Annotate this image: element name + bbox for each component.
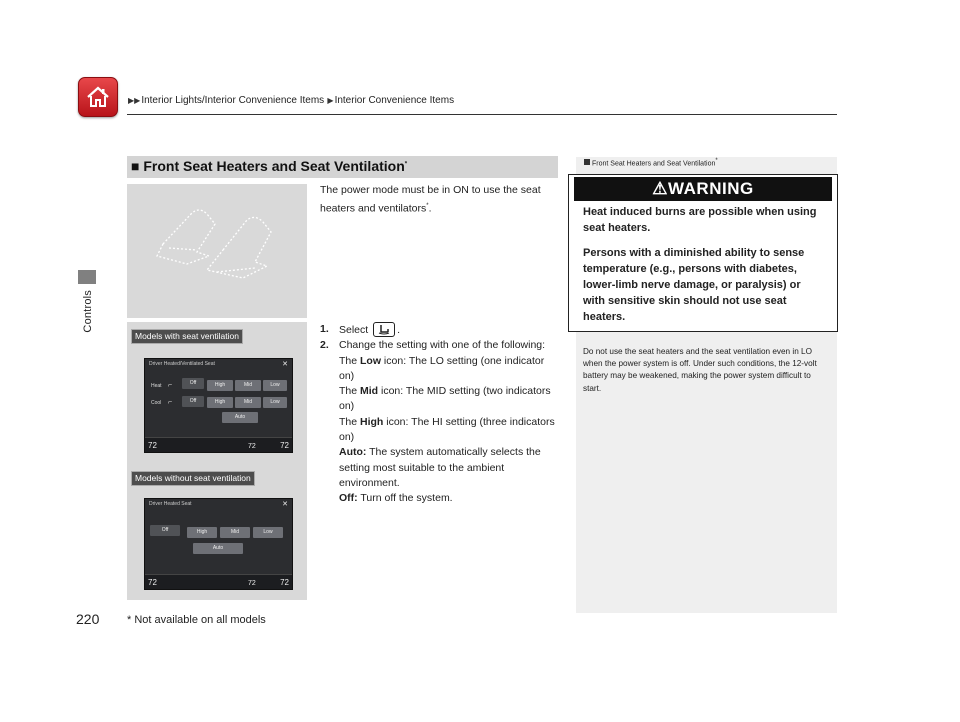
home-button[interactable] bbox=[78, 77, 118, 117]
heat-low-button[interactable]: Low bbox=[253, 527, 283, 538]
climate-bar bbox=[145, 437, 292, 452]
temp-mid: 72 bbox=[248, 580, 256, 587]
heat-mid-button[interactable]: Mid bbox=[220, 527, 250, 538]
seat-heater-icon bbox=[373, 322, 395, 337]
screen-heated bbox=[144, 498, 293, 590]
asterisk-mark: * bbox=[426, 203, 429, 209]
breadcrumb-arrow-icon: ▶▶ bbox=[128, 96, 141, 105]
warning-text-1: Heat induced burns are possible when using seat heaters. bbox=[583, 206, 817, 234]
screen-heated-ventilated bbox=[144, 358, 293, 453]
breadcrumb-arrow-icon: ▶ bbox=[325, 96, 334, 105]
side-note-text: Do not use the seat heaters and the seat ventilation even in LO when the power system is off. Under such conditions, the 12-volt battery may be weakened, making the power system difficult to start. bbox=[583, 347, 817, 393]
note-marker-icon bbox=[584, 159, 590, 165]
cool-off-button[interactable]: Off bbox=[182, 396, 204, 407]
step-2 bbox=[320, 338, 560, 506]
intro-paragraph: The power mode must be in ON to use the seat heaters and ventilators*. bbox=[320, 184, 541, 215]
heat-high-button[interactable]: High bbox=[187, 527, 217, 538]
step-number: 2. bbox=[320, 339, 329, 352]
caption-tag-vent: Models with seat ventilation bbox=[131, 329, 243, 344]
front-seats-image bbox=[127, 184, 307, 318]
caption-tag-novent: Models without seat ventilation bbox=[131, 471, 255, 486]
option-high: The High icon: The HI setting (three indicators on) bbox=[339, 415, 555, 444]
auto-button[interactable]: Auto bbox=[222, 412, 258, 423]
heat-low-button[interactable]: Low bbox=[263, 380, 287, 391]
temp-right: 72 bbox=[280, 441, 289, 450]
warning-icon: ⚠ bbox=[652, 179, 669, 198]
step-1: 1. Select . bbox=[320, 323, 401, 336]
section-title bbox=[131, 158, 407, 174]
footnote: * Not available on all models bbox=[127, 614, 266, 626]
auto-button[interactable]: Auto bbox=[193, 543, 243, 554]
close-icon[interactable]: ✕ bbox=[282, 501, 288, 508]
option-auto: Auto: The system automatically selects the setting most suitable to the ambient environment. bbox=[339, 446, 541, 489]
section-title-text: Front Seat Heaters and Seat Ventilation bbox=[143, 158, 405, 174]
section-bullet-icon: ■ bbox=[131, 158, 140, 174]
temp-mid: 72 bbox=[248, 443, 256, 450]
header-divider bbox=[127, 114, 837, 115]
breadcrumb bbox=[127, 95, 454, 106]
heat-mid-button[interactable]: Mid bbox=[235, 380, 261, 391]
step-number: 1. bbox=[320, 323, 329, 335]
step-text: Select bbox=[339, 324, 369, 336]
steps-list bbox=[320, 322, 560, 507]
temp-left: 72 bbox=[148, 441, 157, 450]
heat-label: Heat bbox=[151, 383, 162, 389]
heat-off-button[interactable]: Off bbox=[150, 525, 180, 536]
climate-bar bbox=[145, 574, 292, 589]
cool-label: Cool bbox=[151, 400, 162, 406]
side-panel-title: Front Seat Heaters and Seat Ventilation* bbox=[584, 158, 718, 167]
seat-cool-icon: ⌐ bbox=[168, 399, 173, 406]
temp-right: 72 bbox=[280, 578, 289, 587]
chapter-label: Controls bbox=[82, 290, 94, 333]
temp-left: 72 bbox=[148, 578, 157, 587]
heat-off-button[interactable]: Off bbox=[182, 378, 204, 389]
cool-high-button[interactable]: High bbox=[207, 397, 233, 408]
intro-text: The power mode must be in ON to use the seat heaters and ventilators bbox=[320, 184, 541, 215]
warning-text-2: Persons with a diminished ability to sense temperature (e.g., persons with diabetes, lower-limb nerve damage, or paralysis) or with sensitive skin should not use seat heaters. bbox=[583, 247, 805, 323]
close-icon[interactable]: ✕ bbox=[282, 361, 288, 368]
option-low: The Low icon: The LO setting (one indicator on) bbox=[339, 354, 545, 382]
cool-low-button[interactable]: Low bbox=[263, 397, 287, 408]
breadcrumb-item-2[interactable]: Interior Convenience Items bbox=[334, 95, 455, 106]
option-off: Off: Turn off the system. bbox=[339, 492, 453, 505]
step-text: Change the setting with one of the following: bbox=[339, 339, 546, 352]
cool-mid-button[interactable]: Mid bbox=[235, 397, 261, 408]
chapter-tab bbox=[78, 270, 96, 284]
breadcrumb-item-1[interactable]: Interior Lights/Interior Convenience Items bbox=[141, 95, 325, 106]
option-mid: The Mid icon: The MID setting (two indicators on) bbox=[339, 385, 551, 413]
screen-title: Driver Heated Seat bbox=[149, 501, 192, 507]
seat-heat-icon: ⌐ bbox=[168, 382, 173, 389]
heat-high-button[interactable]: High bbox=[207, 380, 233, 391]
page-number: 220 bbox=[76, 611, 100, 627]
seat-illustration bbox=[127, 184, 307, 318]
screen-title: Driver Heated/Ventilated Seat bbox=[149, 361, 215, 367]
warning-heading: ⚠WARNING bbox=[574, 177, 832, 201]
home-icon bbox=[85, 84, 111, 110]
asterisk-mark: * bbox=[404, 161, 408, 168]
